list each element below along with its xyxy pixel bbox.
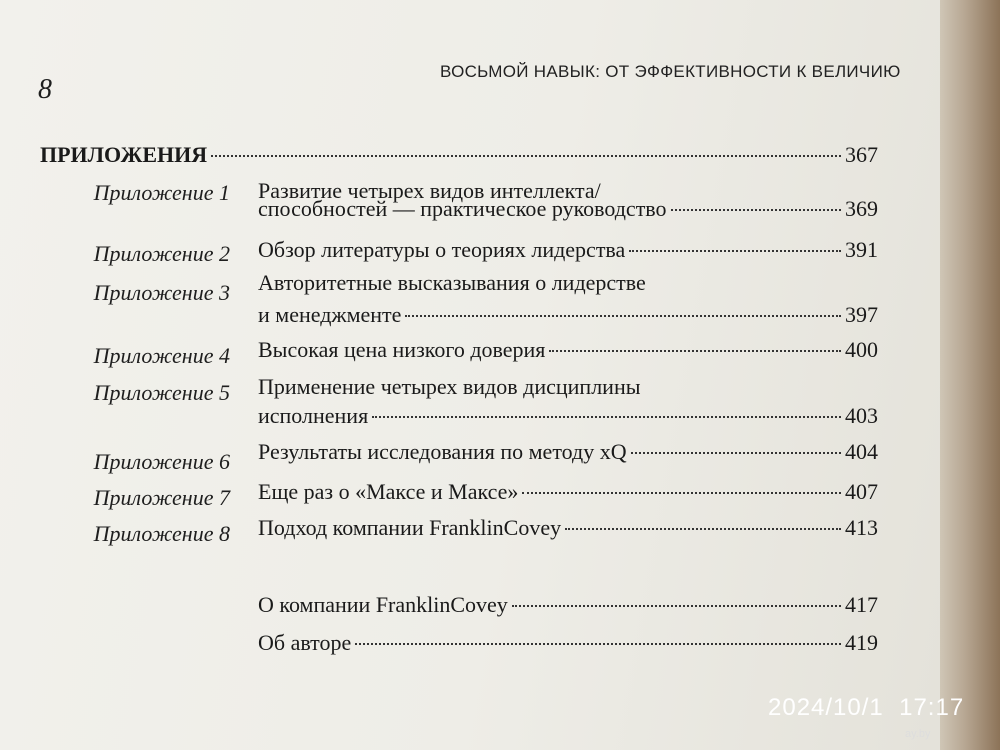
book-cover-edge	[940, 0, 1000, 750]
entry-title: О компании FranklinCovey	[258, 592, 508, 617]
appendix-label: Приложение 7	[93, 485, 230, 510]
entry-title: Подход компании FranklinCovey	[258, 515, 562, 540]
toc-entry-about-author	[258, 630, 878, 660]
entry-page: 369	[845, 196, 878, 221]
entry-title-line1: Развитие четырех видов интеллекта/	[258, 178, 601, 203]
entry-title: Еще раз о «Максе и Максе»	[258, 479, 519, 504]
entry-line	[258, 403, 878, 433]
photo-timestamp: 2024/10/1 17:17	[768, 694, 965, 721]
entry-line	[258, 302, 878, 332]
leader-dots	[565, 528, 841, 530]
appendix-label: Приложение 4	[93, 343, 230, 368]
entry-title-line1: Авторитетные высказывания о лидерстве	[258, 270, 646, 295]
leader-dots	[355, 643, 841, 645]
entry-title-line2: и менеджменте	[258, 302, 402, 327]
entry-title: Об авторе	[258, 630, 352, 655]
appendix-label: Приложение 5	[93, 380, 230, 405]
entry-page: 400	[845, 337, 878, 362]
entry-line	[258, 337, 878, 367]
entry-line	[258, 479, 878, 509]
entry-line	[258, 515, 878, 545]
leader-dots	[372, 416, 841, 418]
leader-dots	[405, 315, 841, 317]
running-title: ВОСЬМОЙ НАВЫК: ОТ ЭФФЕКТИВНОСТИ К ВЕЛИЧИЮ	[440, 62, 901, 81]
leader-dots	[671, 209, 841, 211]
leader-dots	[211, 155, 841, 157]
leader-dots	[631, 452, 841, 454]
entry-title-line1: Применение четырех видов дисциплины	[258, 374, 641, 399]
entry-title: Результаты исследования по методу xQ	[258, 439, 627, 464]
appendix-label: Приложение 8	[93, 521, 230, 546]
entry-title-line2: исполнения	[258, 403, 369, 428]
entry-page: 404	[845, 439, 878, 464]
leader-dots	[629, 250, 841, 252]
toc-entry-about-company	[258, 592, 878, 622]
section-title: ПРИЛОЖЕНИЯ	[40, 142, 208, 167]
watermark: ay.by	[905, 728, 931, 740]
appendix-label: Приложение 3	[93, 280, 230, 305]
appendix-label: Приложение 6	[93, 449, 230, 474]
entry-title-line2: способностей — практическое руководство	[258, 196, 667, 221]
entry-page: 419	[845, 630, 878, 655]
entry-line	[258, 439, 878, 469]
entry-title: Высокая цена низкого доверия	[258, 337, 546, 362]
leader-dots	[512, 605, 841, 607]
entry-line	[258, 196, 878, 226]
page-number: 8	[38, 74, 52, 105]
entry-line	[258, 237, 878, 267]
appendix-label: Приложение 1	[93, 180, 230, 205]
section-page: 367	[845, 142, 878, 167]
section-heading	[40, 142, 878, 172]
entry-page: 403	[845, 403, 878, 428]
entry-page: 391	[845, 237, 878, 262]
entry-title: Обзор литературы о теориях лидерства	[258, 237, 626, 262]
entry-page: 413	[845, 515, 878, 540]
entry-page: 417	[845, 592, 878, 617]
appendix-label: Приложение 2	[93, 241, 230, 266]
entry-page: 407	[845, 479, 878, 504]
leader-dots	[549, 350, 841, 352]
leader-dots	[522, 492, 841, 494]
entry-page: 397	[845, 302, 878, 327]
